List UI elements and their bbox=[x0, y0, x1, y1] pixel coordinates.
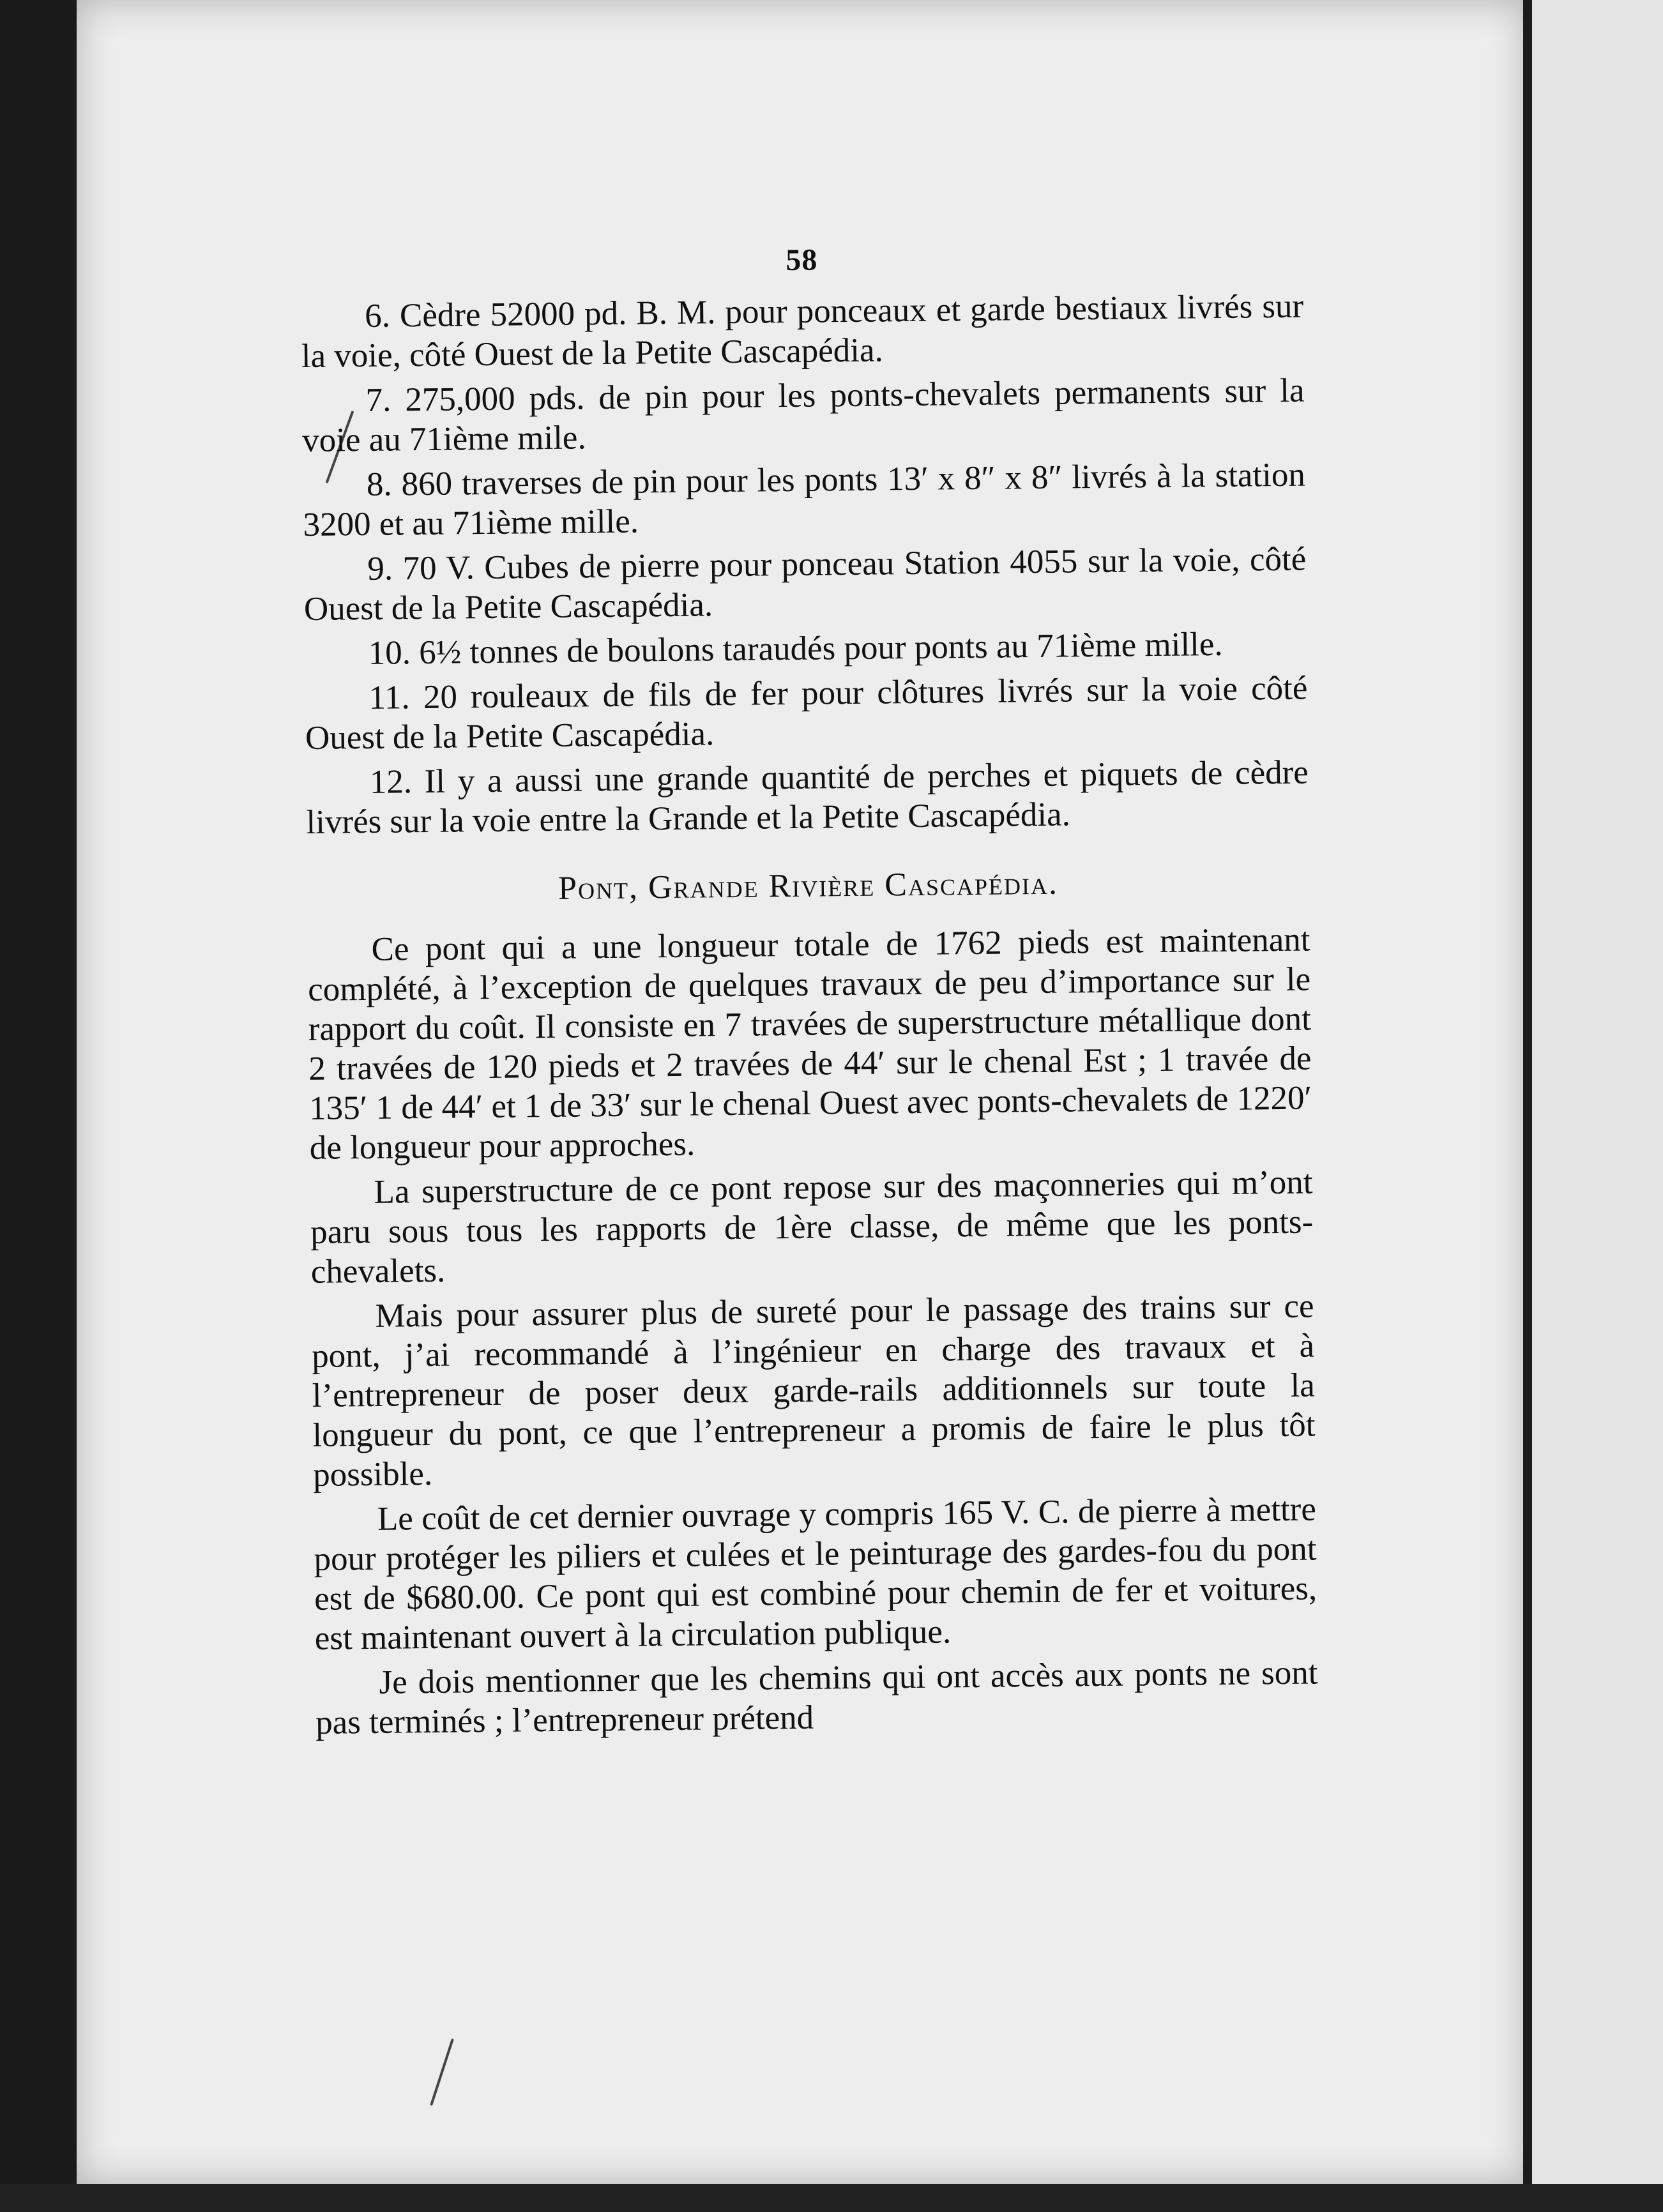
body-paragraph: Je dois mentionner que les chemins qui ont accès aux ponts ne sont pas terminés ; l’entrepreneur prétend bbox=[315, 1654, 1318, 1741]
body-paragraph: Mais pour assurer plus de sureté pour le passage des trains sur ce pont, j’ai recommandé à l’ingénieur en charge des travaux et à l’entrepreneur de poser deux garde-rails additionnels sur toute la longueur du pont, ce que l’entrepreneur a promis de faire le plus tôt possible. bbox=[311, 1287, 1316, 1494]
body-paragraph: Le coût de cet dernier ouvrage y compris 165 V. C. de pierre à mettre pour protéger les piliers et culées et le peinturage des gardes-fou du pont est de $680.00. Ce pont qui est combiné pour chemin de fer et voitures, est maintenant ouvert à la circulation publique. bbox=[314, 1490, 1317, 1657]
scan-bottom-edge bbox=[0, 2184, 1663, 2212]
list-item: 12. Il y a aussi une grande quantité de perches et piquets de cèdre livrés sur la voie entre la Grande et la Petite Cascapédia. bbox=[306, 754, 1309, 841]
list-item: 9. 70 V. Cubes de pierre pour ponceau Station 4055 sur la voie, côté Ouest de la Petite Cascapédia. bbox=[303, 540, 1307, 628]
facing-page-edge bbox=[1532, 0, 1663, 2212]
page-number: 58 bbox=[786, 243, 818, 278]
list-item: 10. 6½ tonnes de boulons taraudés pour ponts au 71ième mille. bbox=[368, 625, 1223, 672]
section-heading: Pont, Grande Rivière Cascapédia. bbox=[558, 865, 1059, 907]
list-item: 6. Cèdre 52000 pd. B. M. pour ponceaux et garde bestiaux livrés sur la voie, côté Ouest de la Petite Cascapédia. bbox=[301, 287, 1304, 375]
list-item: 8. 860 traverses de pin pour les ponts 13′ x 8″ x 8″ livrés à la station 3200 et au 71ième mille. bbox=[303, 456, 1306, 543]
body-paragraph: La superstructure de ce pont repose sur des maçonneries qui m’ont paru sous tous les rapports de 1ère classe, de même que les ponts-chevalets. bbox=[310, 1163, 1314, 1291]
list-item: 7. 275,000 pds. de pin pour les ponts-chevalets permanents sur la voie au 71ième mile. bbox=[301, 372, 1305, 459]
binding-gutter bbox=[1523, 0, 1532, 2212]
list-item: 11. 20 rouleaux de fils de fer pour clôtures livrés sur la voie côté Ouest de la Petite Cascapédia. bbox=[305, 669, 1308, 757]
page-text bbox=[300, 236, 1319, 1748]
body-paragraph: Ce pont qui a une longueur totale de 1762 pieds est maintenant complété, à l’exception de quelques travaux de peu d’importance sur le rapport du coût. Il consiste en 7 travées de superstructure métallique dont 2 travées de 120 pieds et 2 travées de 44′ sur le chenal Est ; 1 travée de 135′ 1 de 44′ et 1 de 33′ sur le chenal Ouest avec ponts-chevalets de 1220′ de longueur pour approches. bbox=[307, 921, 1312, 1167]
